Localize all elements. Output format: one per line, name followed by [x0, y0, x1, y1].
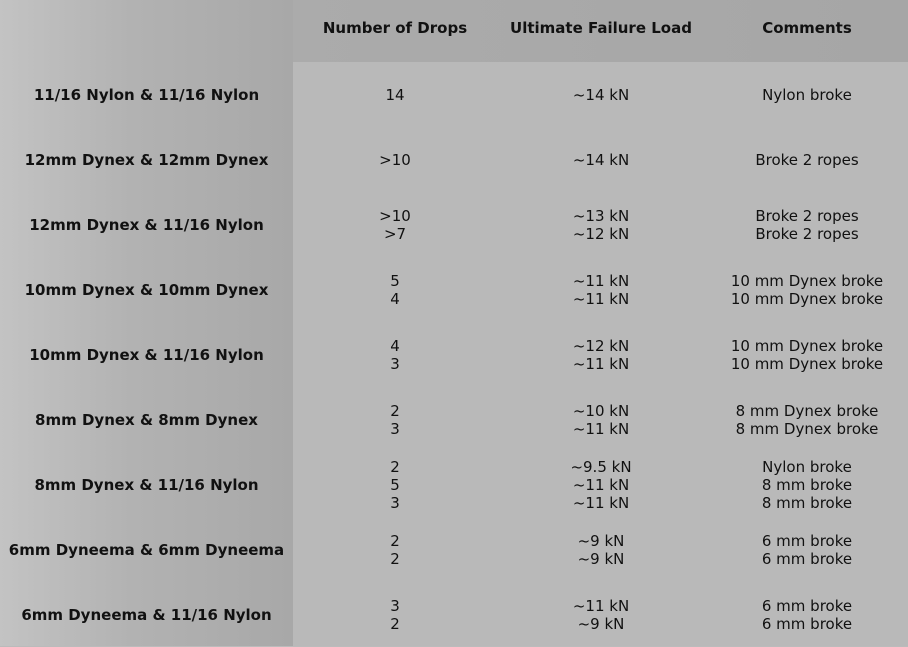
load-value: ~9 kN: [577, 549, 625, 568]
load-value: ~11 kN: [572, 419, 630, 438]
load-cell: [500, 257, 702, 322]
drops-cell: [300, 192, 490, 257]
comment-value: 6 mm broke: [761, 614, 853, 633]
load-value: ~12 kN: [572, 224, 630, 243]
load-value: ~10 kN: [572, 401, 630, 420]
comment-value: Nylon broke: [762, 85, 852, 104]
row-label: 12mm Dynex & 11/16 Nylon: [29, 215, 264, 234]
row-label: 8mm Dynex & 8mm Dynex: [35, 410, 258, 429]
drops-value: >10: [379, 206, 411, 225]
comment-value: 6 mm broke: [761, 531, 853, 550]
drops-value: >10: [379, 150, 411, 169]
load-value: ~14 kN: [572, 85, 630, 104]
drops-value: 2: [390, 531, 400, 550]
load-cell: [500, 62, 702, 127]
row-label: 12mm Dynex & 12mm Dynex: [24, 150, 269, 169]
load-value: ~11 kN: [572, 475, 630, 494]
load-cell: [500, 127, 702, 192]
drops-value: 14: [385, 85, 405, 104]
drops-value: >7: [383, 224, 407, 243]
comments-cell: [706, 517, 908, 582]
load-value: ~13 kN: [572, 206, 630, 225]
comments-cell: [706, 62, 908, 127]
load-value: ~11 kN: [572, 354, 630, 373]
drops-value: 5: [390, 475, 400, 494]
comments-cell: [706, 452, 908, 517]
drops-cell: [300, 517, 490, 582]
drops-value: 5: [390, 271, 400, 290]
comment-value: 10 mm Dynex broke: [730, 289, 884, 308]
table-row: [0, 452, 908, 517]
load-value: ~12 kN: [572, 336, 630, 355]
load-cell: [500, 452, 702, 517]
comment-value: 6 mm broke: [761, 596, 853, 615]
drops-cell: [300, 62, 490, 127]
load-cell: [500, 322, 702, 387]
drops-value: 3: [390, 354, 400, 373]
comment-value: 6 mm broke: [761, 549, 853, 568]
table-row: [0, 322, 908, 387]
row-label: 10mm Dynex & 11/16 Nylon: [29, 345, 264, 364]
drops-value: 2: [390, 614, 400, 633]
drops-value: 3: [390, 493, 400, 512]
drops-value: 3: [390, 596, 400, 615]
load-cell: [500, 582, 702, 647]
drops-cell: [300, 452, 490, 517]
comments-cell: [706, 127, 908, 192]
header-comments: Comments: [762, 19, 852, 37]
load-value: ~9.5 kN: [570, 457, 632, 476]
drops-cell: [300, 582, 490, 647]
header-number-of-drops: Number of Drops: [322, 19, 468, 37]
drops-value: 3: [390, 419, 400, 438]
load-value: ~11 kN: [572, 271, 630, 290]
comments-cell: [706, 582, 908, 647]
comment-value: 10 mm Dynex broke: [730, 354, 884, 373]
table-row: [0, 257, 908, 322]
drops-value: 4: [390, 289, 400, 308]
load-value: ~11 kN: [572, 493, 630, 512]
table-row: [0, 387, 908, 452]
comment-value: 10 mm Dynex broke: [730, 336, 884, 355]
load-value: ~11 kN: [572, 289, 630, 308]
comments-cell: [706, 192, 908, 257]
row-label: 6mm Dyneema & 11/16 Nylon: [21, 605, 272, 624]
comments-cell: [706, 257, 908, 322]
comment-value: 8 mm broke: [761, 475, 853, 494]
load-cell: [500, 192, 702, 257]
row-label: 6mm Dyneema & 6mm Dyneema: [8, 540, 285, 559]
table-row: [0, 582, 908, 647]
comment-value: Broke 2 ropes: [755, 224, 859, 243]
table-row: [0, 62, 908, 127]
row-label: 10mm Dynex & 10mm Dynex: [24, 280, 269, 299]
load-cell: [500, 387, 702, 452]
load-value: ~9 kN: [577, 531, 625, 550]
load-value: ~9 kN: [577, 614, 625, 633]
comment-value: 8 mm Dynex broke: [735, 401, 879, 420]
drops-value: 2: [390, 457, 400, 476]
drops-cell: [300, 322, 490, 387]
comment-value: Nylon broke: [762, 457, 852, 476]
header-ultimate-failure-load: Ultimate Failure Load: [510, 19, 692, 37]
comment-value: Broke 2 ropes: [755, 206, 859, 225]
drops-cell: [300, 387, 490, 452]
drops-value: 4: [390, 336, 400, 355]
drops-cell: [300, 257, 490, 322]
load-cell: [500, 517, 702, 582]
comments-cell: [706, 387, 908, 452]
comment-value: 10 mm Dynex broke: [730, 271, 884, 290]
table-row: [0, 127, 908, 192]
drops-cell: [300, 127, 490, 192]
drops-value: 2: [390, 401, 400, 420]
drops-value: 2: [390, 549, 400, 568]
comment-value: 8 mm Dynex broke: [735, 419, 879, 438]
load-value: ~11 kN: [572, 596, 630, 615]
row-label: 8mm Dynex & 11/16 Nylon: [34, 475, 259, 494]
load-value: ~14 kN: [572, 150, 630, 169]
comments-cell: [706, 322, 908, 387]
comment-value: Broke 2 ropes: [755, 150, 859, 169]
table-row: [0, 517, 908, 582]
table-row: [0, 192, 908, 257]
row-label: 11/16 Nylon & 11/16 Nylon: [33, 85, 260, 104]
comment-value: 8 mm broke: [761, 493, 853, 512]
